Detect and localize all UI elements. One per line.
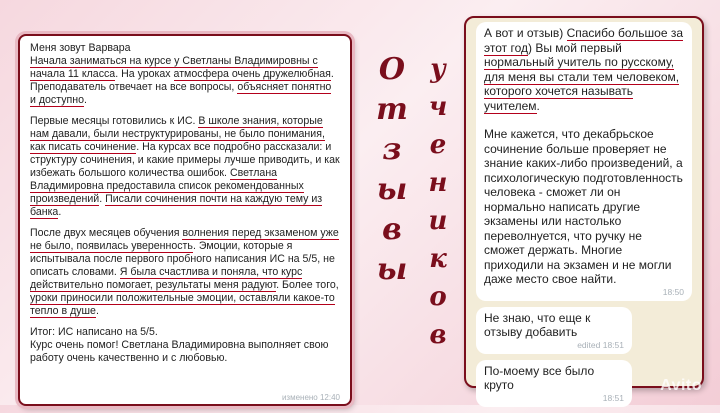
chat-message — [476, 307, 632, 354]
chat-message — [476, 360, 632, 407]
review-text: . Более того, — [276, 279, 339, 291]
title-letter: и — [428, 206, 448, 236]
message-time: edited 18:51 — [577, 339, 624, 350]
highlight-text: нормальный учитель по русскому, для меня вы стали тем человеком, которого хочется называть учителем — [484, 55, 680, 113]
review-text: . — [58, 206, 62, 218]
message-text: А вот и отзыв) — [484, 26, 567, 40]
title-letter: н — [428, 168, 448, 198]
review-text: . Эмоции, которые я испытывала после первого пробного написания ИС на 5/5, не описать словами. — [30, 240, 335, 278]
review-text: Первые месяцы готовились к ИС. — [30, 115, 199, 127]
review-paragraph-3 — [30, 227, 340, 318]
title-letter: О — [378, 52, 406, 87]
title-letter: з — [382, 132, 402, 167]
highlight-text: Я была счастлива и поняла, что курс действительно помогает, результаты меня радуют — [30, 266, 303, 291]
highlight-text: объясняет понятно и доступно — [30, 81, 332, 106]
highlight-text: атмосфера очень дружелюбная — [173, 68, 331, 80]
title-letter: в — [382, 212, 402, 247]
highlight-text: Спасибо большое за этот год — [484, 26, 684, 55]
review-text: . Преподаватель отвечает на все вопросы, — [30, 68, 334, 93]
review-text: . — [95, 305, 99, 317]
review-text: . — [83, 94, 87, 106]
title-letter: к — [429, 244, 447, 274]
message-text: По-моему все было круто — [484, 363, 595, 392]
chat-message-review — [476, 22, 692, 301]
message-paragraph-2: Мне кажется, что декабрьское сочинение больше проверяет не знание каких-либо произведений, а психологическую подготовленность человека - сможет ли он нормально написать другие экзамены или настолько переволнуется, что ручку не сможет держать. Многие приходили на экзамен и не могли даже место свое найти. — [484, 127, 683, 286]
title-word-otzyvy — [372, 50, 412, 290]
message-time: 18:50 — [662, 286, 684, 297]
title-word-uchenikov — [418, 50, 458, 354]
highlight-text: волнения перед экзаменом уже не было, появилась уверенность — [30, 227, 339, 252]
highlight-text: Светлана Владимировна предоставила список рекомендованных произведений — [30, 167, 304, 205]
message-text: ) Вы мой первый — [528, 40, 622, 55]
review-paragraph-4 — [30, 326, 340, 365]
review-paragraph-1 — [30, 42, 340, 107]
highlight-text: Писали сочинения почти на каждую тему из банка — [30, 193, 323, 218]
title-letter: о — [429, 282, 447, 312]
title-letter: у — [430, 54, 446, 84]
message-text: . — [536, 98, 540, 113]
review-conclusion: Курс очень помог! Светлана Владимировна выполняет свою работу очень качественно и с любовью. — [30, 339, 329, 364]
title-letter: в — [429, 320, 447, 350]
review-text: После двух месяцев обучения — [30, 227, 183, 239]
review-greeting: Меня зовут Варвара — [30, 42, 131, 54]
message-time: 18:51 — [602, 392, 624, 403]
title-letter: ы — [376, 252, 408, 287]
highlight-text: В школе знания, которые нам давали, были неструктурированы, не было понимания, как писать сочинение — [30, 115, 325, 153]
avito-watermark: Avito — [660, 377, 702, 394]
highlight-text: уроки приносили положительные эмоции, оставляли какое-то тепло в душе — [30, 292, 335, 317]
message-paragraph-1 — [484, 26, 684, 113]
title-letter: т — [376, 92, 408, 127]
title-letter: ы — [376, 172, 408, 207]
review-text: . На курсах все подробно рассказали: и структуру сочинения, и какие примеры лучше приводить, и как избежать большого количества ошибок. — [30, 141, 340, 179]
chat-screenshot — [464, 16, 704, 403]
review-paragraph-2 — [30, 115, 340, 219]
title-letter: е — [429, 130, 447, 160]
review-card-left — [18, 34, 352, 406]
message-text: Не знаю, что еще к отзыву добавить — [484, 310, 591, 339]
title-letter: ч — [428, 92, 448, 122]
review-text: . — [99, 193, 106, 205]
review-text: . На уроках — [115, 68, 174, 80]
highlight-text: Начала заниматься на курсе у Светланы Владимировны с начала 11 класса — [30, 55, 318, 80]
review-result: Итог: ИС написано на 5/5. — [30, 326, 158, 338]
message-timestamp: изменено 12:40 — [281, 393, 340, 402]
